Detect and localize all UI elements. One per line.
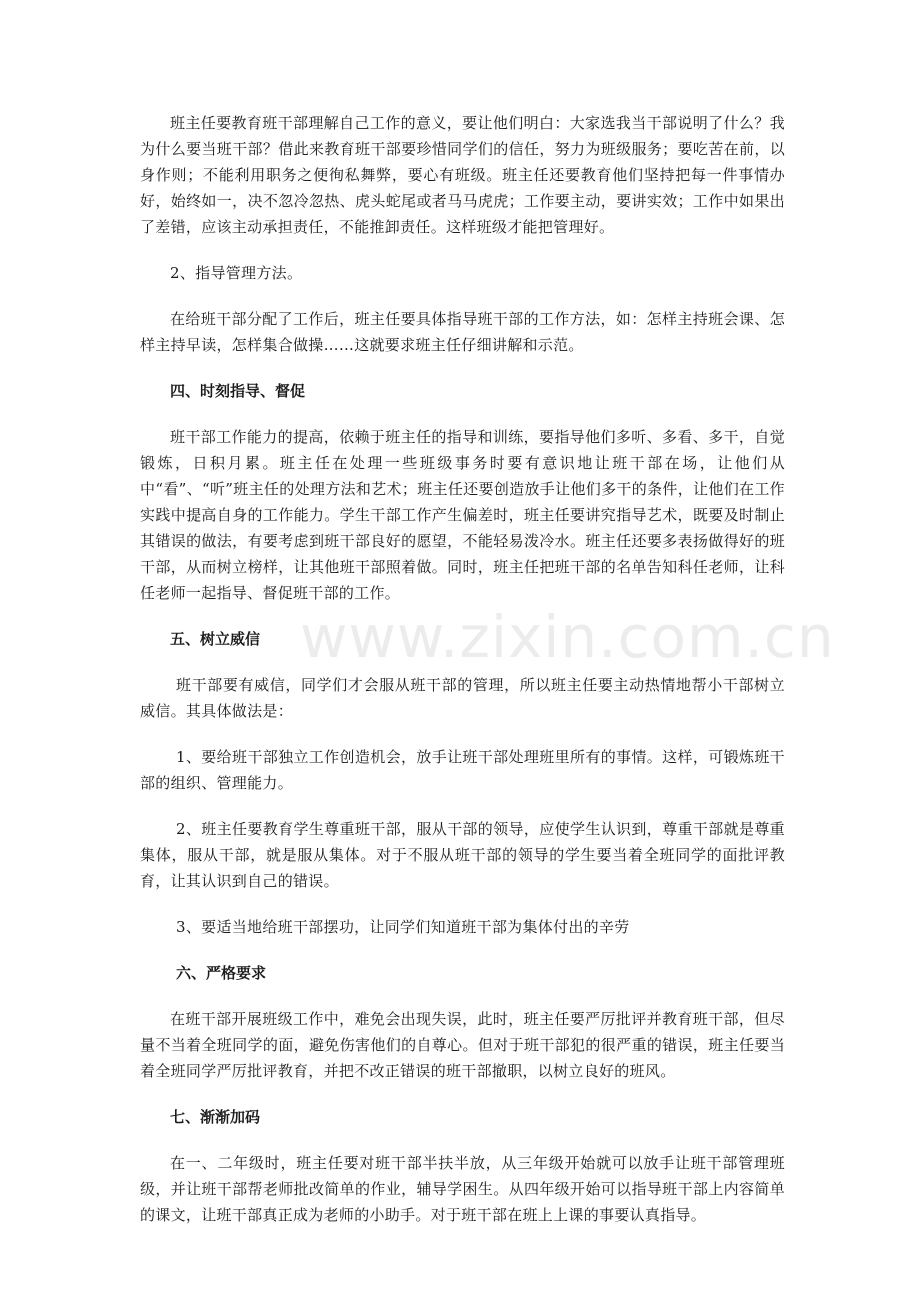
section-heading-4: 四、时刻指导、督促 bbox=[170, 382, 306, 400]
paragraph-cadre-education: 班主任要教育班干部理解自己工作的意义，要让他们明白：大家选我当干部说明了什么？我为什么要当班干部？借此来教育班干部要珍惜同学们的信任，努力为班级服务；要吃苦在前，以身作则；不能利用职务之便徇私舞弊，要心有班级。班主任还要教育他们坚持把每一件事情办好，始终如一，决不忽冷忽热、虎头蛇尾或者马马虎虎；工作要主动，要讲实效；工作中如果出了差错，应该主动承担责任，不能推卸责任。这样班级才能把管理好。 bbox=[140, 114, 785, 236]
paragraph-prestige-intro: 班干部要有威信，同学们才会服从班干部的管理，所以班主任要主动热情地帮小干部树立威信。其具体做法是： bbox=[140, 676, 785, 720]
paragraph-guide-methods: 在给班干部分配了工作后，班主任要具体指导班干部的工作方法，如：怎样主持班会课、怎样主持早读，怎样集合做操……这就要求班主任仔细讲解和示范。 bbox=[140, 310, 785, 354]
paragraph-prestige-3: 3、要适当地给班干部摆功，让同学们知道班干部为集体付出的辛劳 bbox=[176, 918, 630, 936]
section-heading-6: 六、严格要求 bbox=[176, 964, 267, 982]
document-body bbox=[140, 110, 835, 1248]
section-heading-5: 五、树立威信 bbox=[170, 630, 261, 648]
paragraph-supervise: 班干部工作能力的提高，依赖于班主任的指导和训练，要指导他们多听、多看、多干，自觉锻炼，日积月累。班主任在处理一些班级事务时要有意识地让班干部在场，让他们从中“看”、“听”班主任的处理方法和艺术；班主任还要创造放手让他们多干的条件，让他们在工作实践中提高自身的工作能力。学生干部工作产生偏差时，班主任要讲究指导艺术，既要及时制止其错误的做法，有要考虑到班干部良好的愿望，不能轻易泼冷水。班主任还要多表扬做得好的班干部，从而树立榜样，让其他班干部照着做。同时，班主任把班干部的名单告知科任老师，让科任老师一起指导、督促班干部的工作。 bbox=[140, 428, 785, 602]
section-heading-7: 七、渐渐加码 bbox=[170, 1108, 261, 1126]
paragraph-strict: 在班干部开展班级工作中，难免会出现失误，此时，班主任要严厉批评并教育班干部，但尽量不当着全班同学的面，避免伤害他们的自尊心。但对于班干部犯的很严重的错误，班主任要当着全班同学严厉批评教育，并把不改正错误的班干部撤职，以树立良好的班风。 bbox=[140, 1010, 785, 1080]
paragraph-guide-methods-title: 2、指导管理方法。 bbox=[170, 264, 303, 282]
paragraph-prestige-2: 2、班主任要教育学生尊重班干部，服从干部的领导，应使学生认识到，尊重干部就是尊重集体，服从干部，就是服从集体。对于不服从班干部的领导的学生要当着全班同学的面批评教育，让其认识到自己的错误。 bbox=[140, 820, 785, 890]
paragraph-prestige-1: 1、要给班干部独立工作创造机会，放手让班干部处理班里所有的事情。这样，可锻炼班干部的组织、管理能力。 bbox=[140, 748, 785, 792]
watermark: www.zixin.com.cn bbox=[300, 603, 835, 671]
paragraph-increase: 在一、二年级时，班主任要对班干部半扶半放，从三年级开始就可以放手让班干部管理班级，并让班干部帮老师批改简单的作业，辅导学困生。从四年级开始可以指导班干部上内容简单的课文，让班干部真正成为老师的小助手。对于班干部在班上上课的事要认真指导。 bbox=[140, 1154, 785, 1224]
